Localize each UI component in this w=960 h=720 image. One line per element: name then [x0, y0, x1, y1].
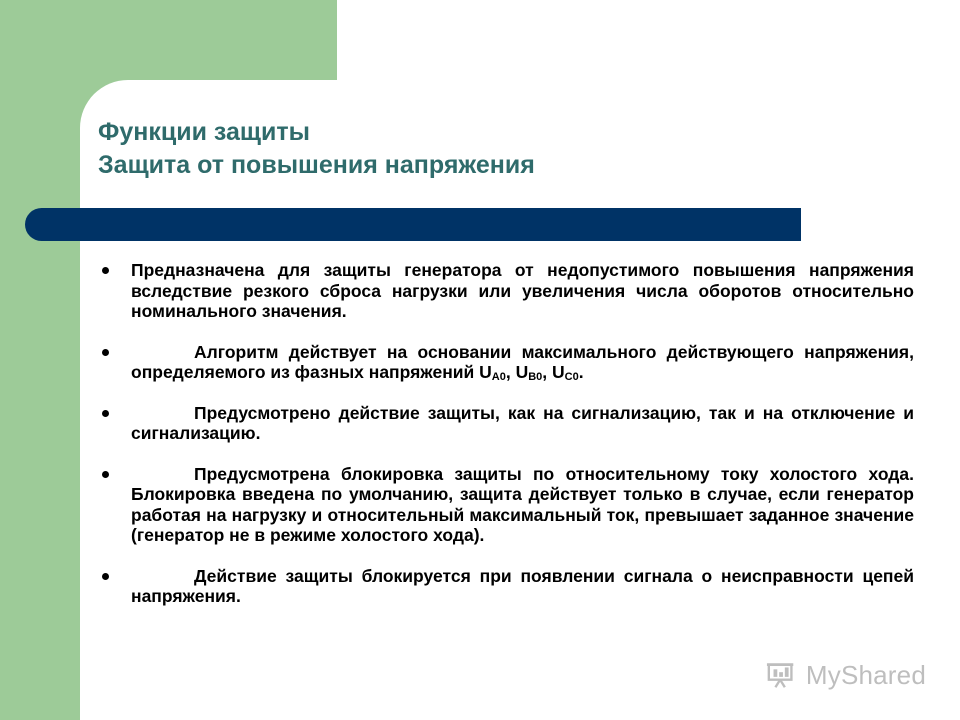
voltage-subscript-b: B0	[528, 371, 543, 383]
slide-title	[98, 116, 535, 182]
bullet-item-4	[131, 464, 914, 546]
separator: ,	[505, 362, 516, 382]
bullet-dot-icon	[102, 349, 109, 356]
voltage-subscript-a: A0	[491, 371, 506, 383]
bullet-text: Предусмотрена блокировка защиты по относительному току холостого хода. Блокировка введена по умолчанию, защита действует только в случае, если генератор работая на нагрузку и относительный максимальный ток, превышает заданное значение (генератор не в режиме холостого хода).	[131, 463, 914, 545]
voltage-symbol-c: U	[552, 362, 565, 382]
bullet-text: Предназначена для защиты генератора от недопустимого повышения напряжения вследствие резкого сброса нагрузки или увеличения числа оборотов относительно номинального значения.	[131, 260, 914, 321]
bullet-list	[131, 260, 914, 627]
bullet-text: Предусмотрено действие защиты, как на сигнализацию, так и на отключение и сигнализацию.	[131, 402, 914, 443]
bullet-dot-icon	[102, 267, 109, 274]
title-line-2: Защита от повышения напряжения	[98, 151, 535, 179]
bullet-item-5	[131, 566, 914, 607]
separator: ,	[542, 362, 553, 382]
title-divider-bar	[25, 208, 801, 241]
bullet-item-1	[131, 260, 914, 322]
voltage-symbol-a: U	[479, 362, 492, 382]
myshared-watermark	[766, 658, 926, 692]
voltage-subscript-c: C0	[564, 371, 579, 383]
watermark-text: MyShared	[805, 659, 926, 690]
bullet-dot-icon	[102, 471, 109, 478]
title-line-1: Функции защиты	[98, 118, 310, 146]
bullet-text-end: .	[578, 362, 584, 382]
voltage-symbol-b: U	[515, 362, 529, 382]
presentation-screen-icon	[766, 660, 800, 690]
bullet-dot-icon	[102, 410, 109, 417]
bullet-dot-icon	[102, 573, 109, 580]
bullet-item-2	[131, 342, 914, 383]
bullet-text: Алгоритм действует на основании максимального действующего напряжения, определяемого из фазных напряжений	[131, 341, 914, 382]
bullet-text: Действие защиты блокируется при появлении сигнала о неисправности цепей напряжения.	[131, 565, 914, 606]
bullet-item-3	[131, 403, 914, 444]
